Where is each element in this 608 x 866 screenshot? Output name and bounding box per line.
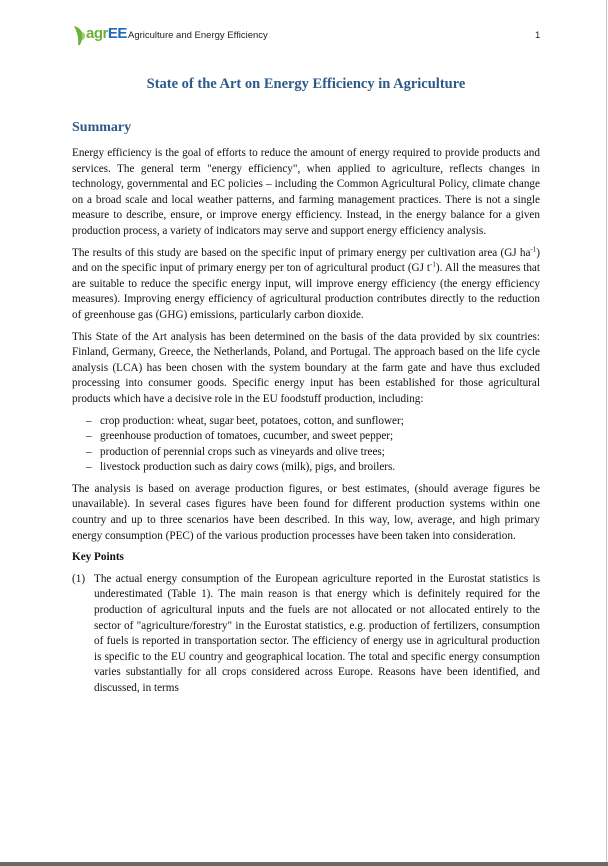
key-points-heading: Key Points	[72, 551, 124, 564]
document-title: State of the Art on Energy Efficiency in Agriculture	[146, 76, 466, 92]
paragraph-2: The results of this study are based on the specific input of primary energy per cultivation area (GJ $ha^{-1}$) and on the specific input of primary energy per ton of agricultural product (GJ $t^{-1}$). All the measures that are suitable to reduce the specific energy input, will improve energy efficiency (the energy efficiency measures). Improving energy efficiency of agricultural production contributes directly to the reduction of greenhouse gas (GHG) emissions, particularly carbon dioxide.	[72, 244, 540, 321]
leaf-icon	[72, 24, 86, 46]
header-title: Agriculture and Energy Efficiency	[128, 30, 268, 41]
agree-logo	[72, 22, 127, 46]
list-item: – livestock production such as dairy cows (milk), pigs, and broilers.	[86, 461, 396, 474]
window-bottom-edge	[0, 862, 608, 866]
page-header	[72, 22, 542, 48]
section-heading-summary: Summary	[72, 120, 132, 135]
paragraph-1: Energy efficiency is the goal of efforts to reduce the amount of energy required to provide products and services. The general term "energy efficiency", when applied to agriculture, reflects changes in technology, governmental and EC policies – including the Common Agricultural Policy, climate change on a broad scale and local weather patterns, and farming management practices. There is not a single measure to describe, ensure, or improve energy efficiency. Instead, in the energy balance for a given production process, a variety of indicators may serve and support energy efficiency analysis.	[72, 147, 540, 237]
key-point-text: The actual energy consumption of the European agriculture reported in the Eurostat statistics is underestimated (Table 1). The main reason is that energy which is definitely required for the production of agricultural inputs and the fuels are not allocated or not allocated entirely to the sector of "agriculture/forestry" in the Eurostat statistics, e.g. production of fertilizers, consumption of fuels is reported in transportation sector. The efficiency of energy use in agricultural production is specific to the EU country and geographical location. The total and specific energy consumption varies substantially for all crops considered across Europe. Reasons have been identified, and discussed, in terms	[94, 572, 540, 694]
paragraph-4: The analysis is based on average production figures, or best estimates, (should average figures be unavailable). In several cases figures have been found for different production systems within one country and up to three scenarios have been described. In this way, low, average, and high primary energy consumption (PEC) of the various production processes have been taken into consideration.	[72, 482, 540, 542]
list-item: – production of perennial crops such as vineyards and olive trees;	[86, 445, 385, 458]
list-item: – greenhouse production of tomatoes, cucumber, and sweet pepper;	[86, 430, 394, 443]
logo-wordmark: agrEE	[86, 25, 127, 42]
key-point-number: (1)	[72, 572, 86, 585]
page-number: 1	[535, 30, 541, 41]
document-body	[72, 146, 540, 697]
product-list	[72, 414, 540, 476]
list-item: – crop production: wheat, sugar beet, potatoes, cotton, and sunflower;	[86, 414, 404, 427]
key-point-item	[72, 572, 540, 697]
paragraph-3: This State of the Art analysis has been determined on the basis of the data provided by six countries: Finland, Germany, Greece, the Netherlands, Poland, and Portugal. The approach based on the life cycle analysis (LCA) has been chosen with the system boundary at the farm gate and have thus excluded processing into consumer goods. Specific energy input has been established for those agricultural products which have a decisive role in the EU foodstuff production, including:	[72, 330, 540, 405]
